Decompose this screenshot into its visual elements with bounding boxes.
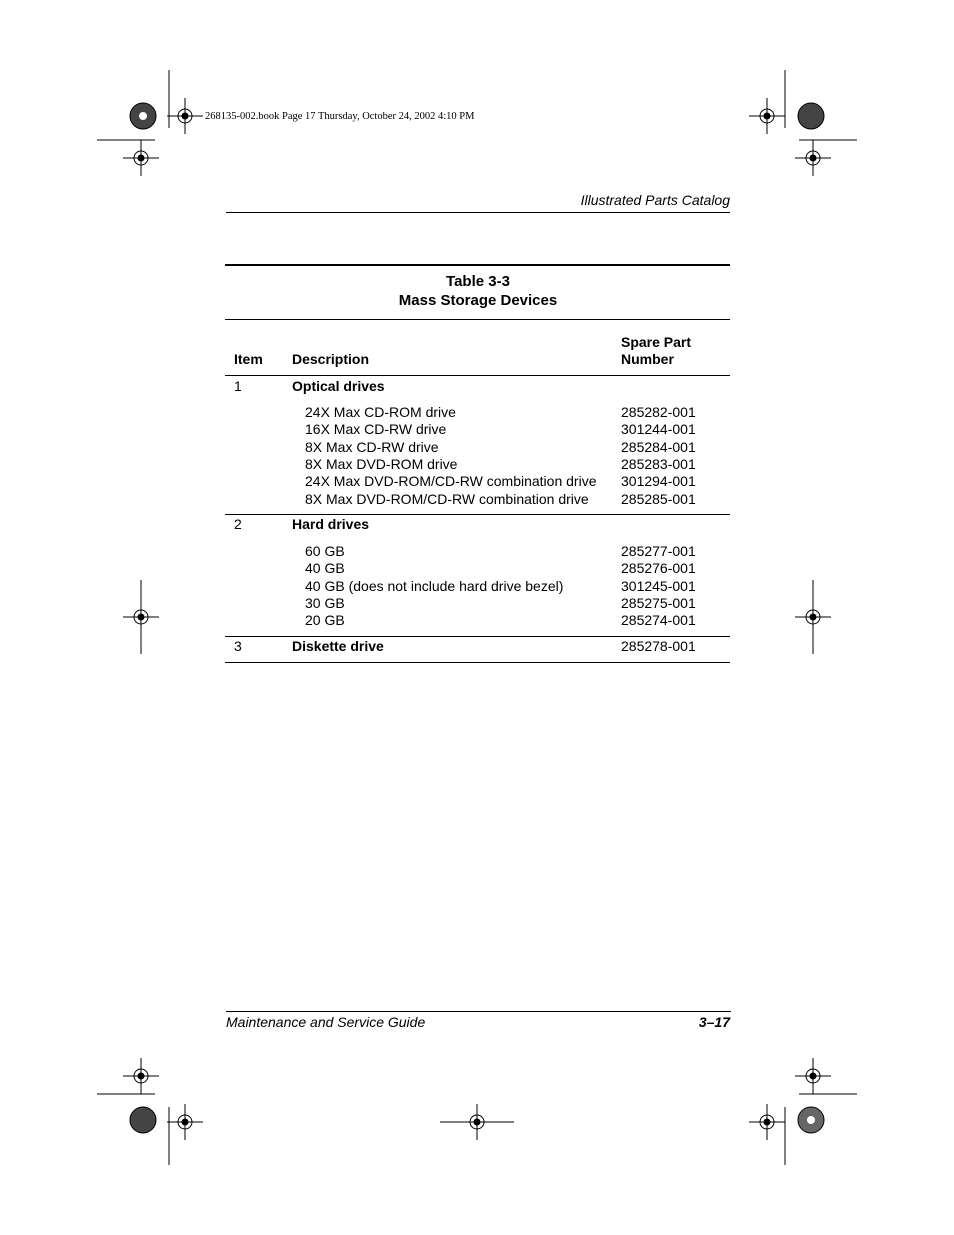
print-info: 268135-002.book Page 17 Thursday, October 24, 2002 4:10 PM bbox=[205, 111, 475, 122]
group-title: Diskette drive bbox=[292, 638, 384, 654]
crosshair-mark bbox=[795, 1058, 831, 1094]
crosshair-mark bbox=[123, 140, 159, 176]
group-rule bbox=[225, 662, 730, 663]
table-number: Table 3-3 bbox=[446, 273, 510, 290]
row-description: 60 GB bbox=[305, 543, 345, 559]
row-description: 16X Max CD-RW drive bbox=[305, 421, 447, 438]
starburst-marks bbox=[130, 103, 824, 1133]
row-description: 24X Max DVD-ROM/CD-RW combination drive bbox=[305, 473, 597, 490]
crosshair-mark bbox=[749, 1104, 785, 1140]
row-part-number: 285282-001 bbox=[621, 404, 696, 420]
footer-title: Maintenance and Service Guide bbox=[226, 1014, 426, 1030]
row-description: 24X Max CD-ROM drive bbox=[305, 404, 456, 420]
running-head: Illustrated Parts Catalog bbox=[580, 192, 730, 208]
item-number: 1 bbox=[234, 378, 242, 394]
table-top-rule bbox=[225, 264, 730, 266]
row-description: 30 GB bbox=[305, 594, 345, 611]
row-description: 40 GB bbox=[305, 560, 345, 577]
item-number: 3 bbox=[234, 638, 242, 654]
crosshair-mark bbox=[167, 1104, 203, 1140]
row-description: 8X Max CD-RW drive bbox=[305, 438, 439, 455]
row-part-number: 285284-001 bbox=[621, 438, 696, 455]
group-rule bbox=[225, 514, 730, 515]
header-spare-part: Spare Part bbox=[621, 334, 692, 350]
crosshair-marks bbox=[123, 98, 831, 1140]
row-description: 20 GB bbox=[305, 612, 345, 629]
table-title: Mass Storage Devices bbox=[398, 292, 558, 309]
group-title: Hard drives bbox=[292, 516, 370, 532]
crosshair-mark bbox=[749, 98, 785, 134]
header-rule bbox=[226, 212, 730, 213]
group-part-number: 285278-001 bbox=[621, 638, 696, 654]
row-description: 8X Max DVD-ROM drive bbox=[305, 455, 458, 472]
page-number: 3–17 bbox=[698, 1014, 730, 1030]
header-description: Description bbox=[292, 351, 370, 367]
header-item: Item bbox=[234, 351, 263, 367]
group-title: Optical drives bbox=[292, 378, 385, 394]
row-part-number: 285283-001 bbox=[621, 455, 696, 472]
caption-rule bbox=[225, 319, 730, 320]
row-part-number: 285285-001 bbox=[621, 490, 696, 507]
header-number: Number bbox=[621, 351, 674, 367]
row-description: 8X Max DVD-ROM/CD-RW combination drive bbox=[305, 490, 589, 507]
row-part-number: 285276-001 bbox=[621, 560, 696, 577]
header-rule-bottom bbox=[225, 375, 730, 376]
row-description: 40 GB (does not include hard drive bezel) bbox=[305, 577, 564, 594]
item-number: 2 bbox=[234, 516, 242, 532]
crosshair-mark bbox=[123, 1058, 159, 1094]
row-part-number: 301294-001 bbox=[621, 473, 696, 490]
footer-rule bbox=[226, 1011, 731, 1012]
row-part-number: 285275-001 bbox=[621, 594, 696, 611]
row-part-number: 301245-001 bbox=[621, 577, 696, 594]
row-part-number: 285277-001 bbox=[621, 543, 696, 559]
crosshair-mark bbox=[795, 140, 831, 176]
row-part-number: 285274-001 bbox=[621, 612, 696, 629]
group-rule bbox=[225, 636, 730, 637]
row-part-number: 301244-001 bbox=[621, 421, 696, 438]
crosshair-mark bbox=[167, 98, 203, 134]
